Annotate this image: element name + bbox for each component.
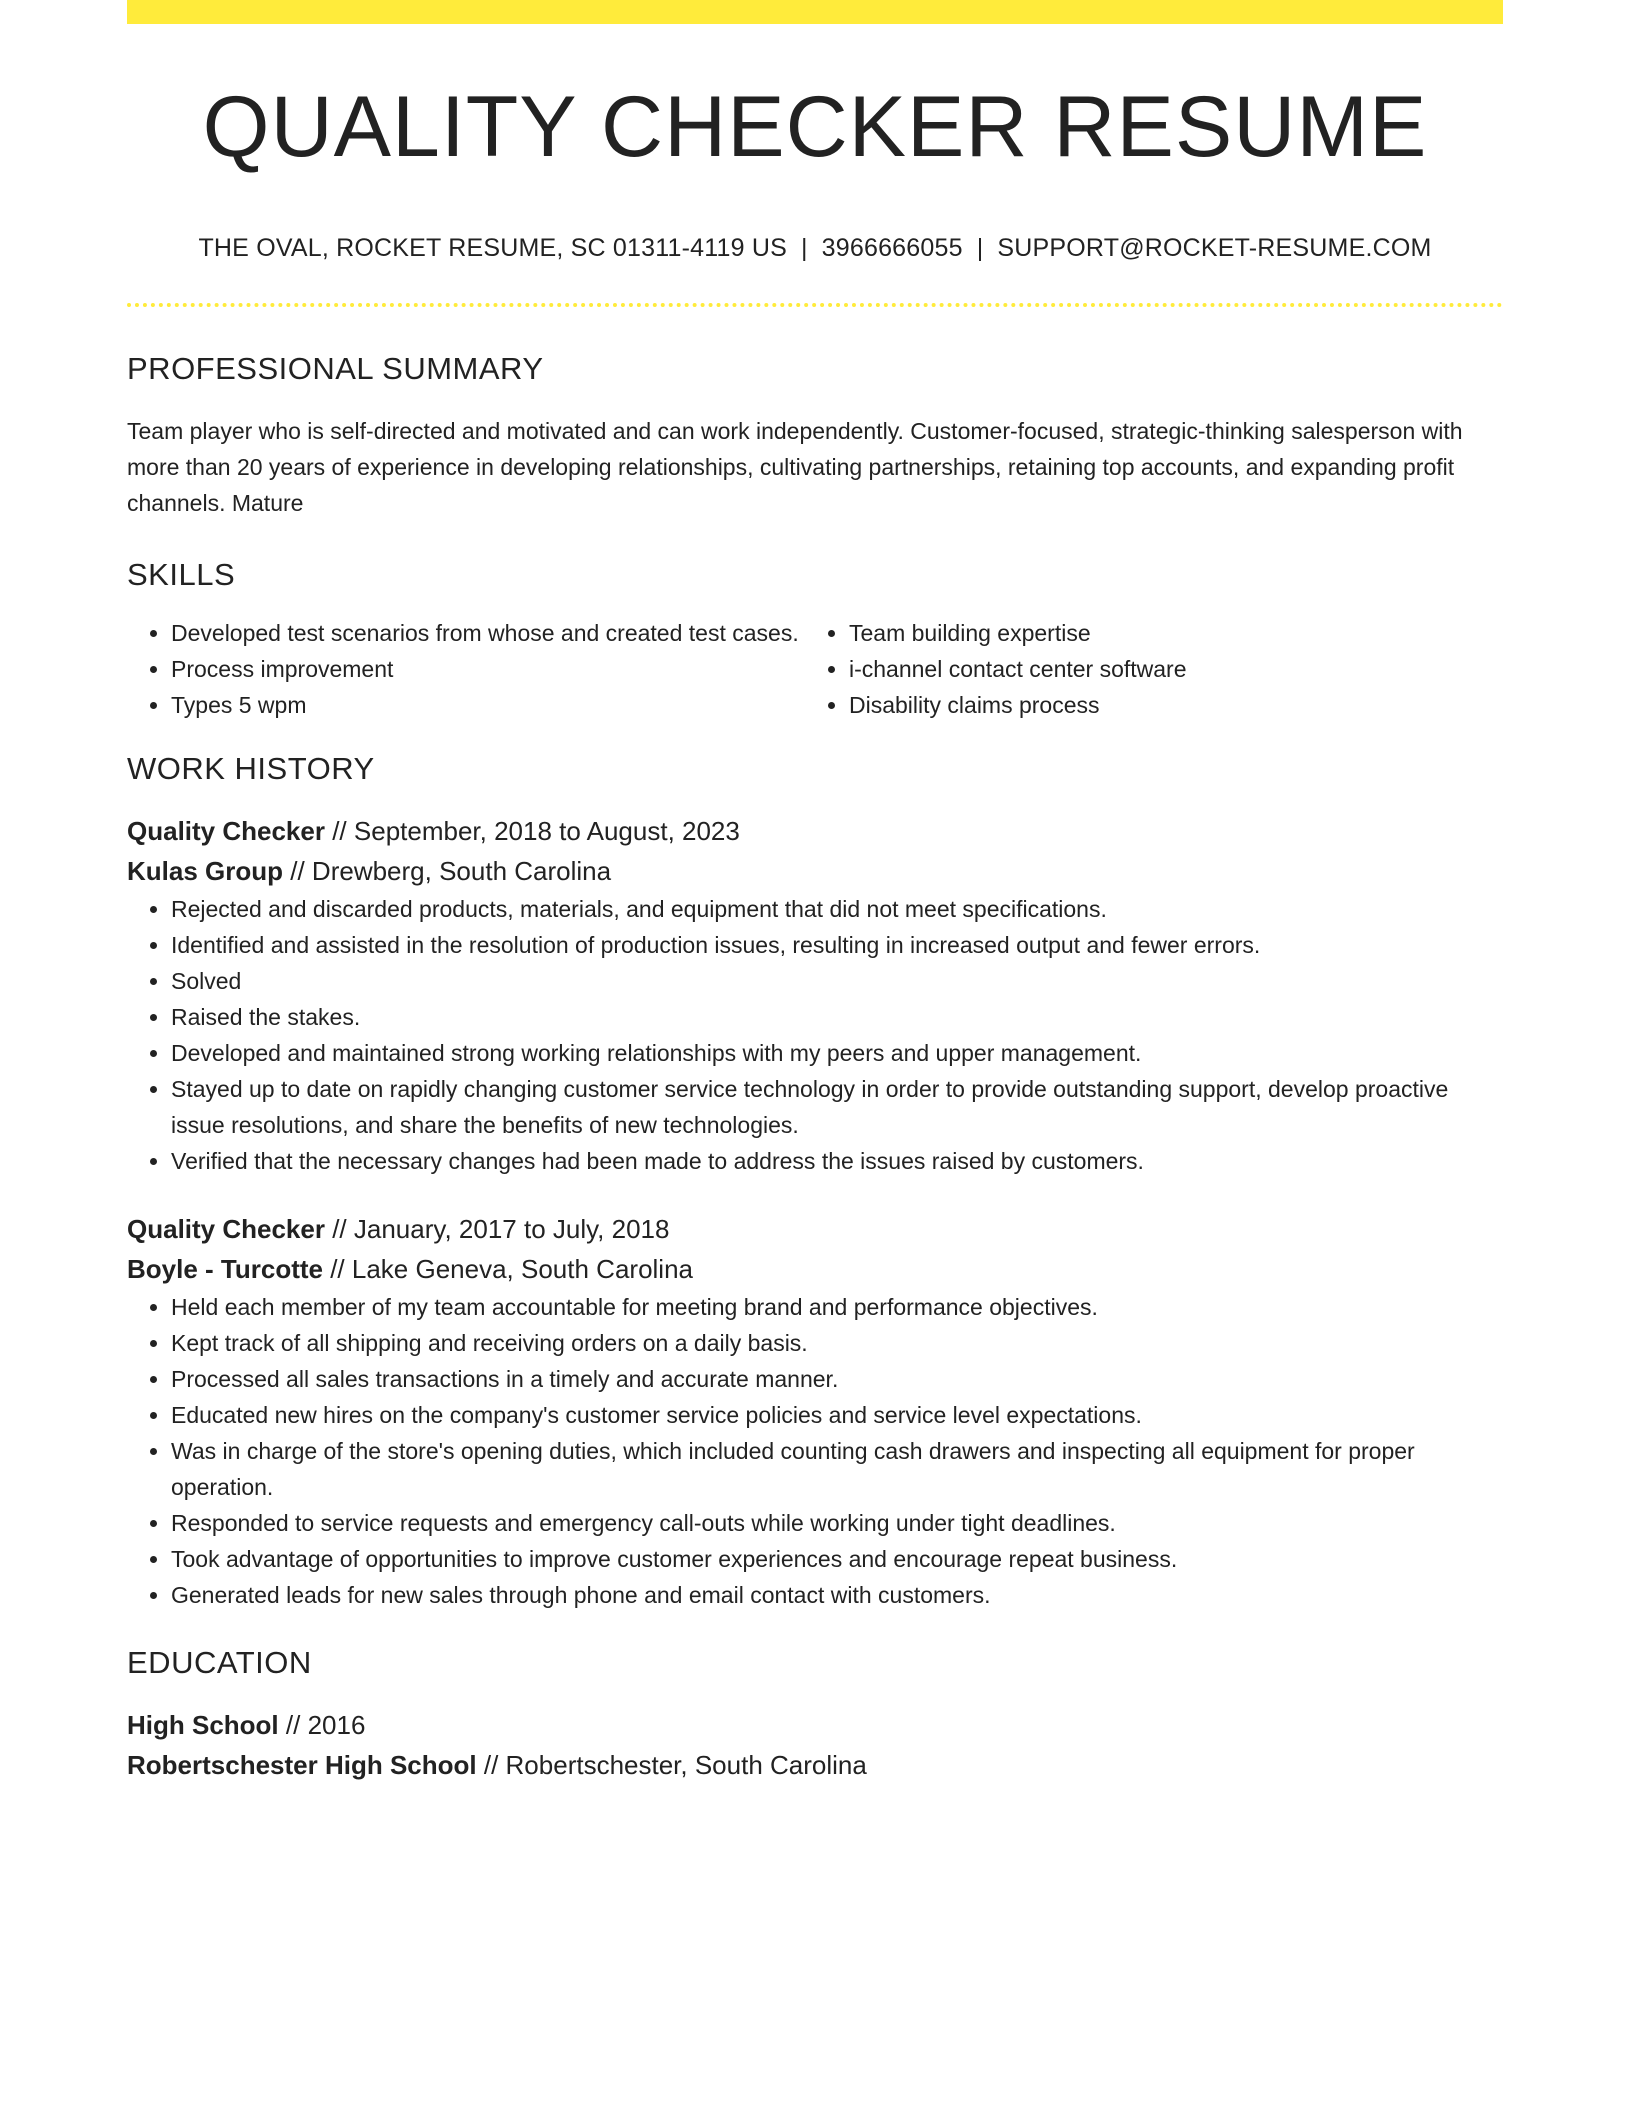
summary-heading: PROFESSIONAL SUMMARY (127, 351, 544, 386)
job-bullet: • Identified and assisted in the resolution of production issues, resulting in increased output and fewer errors. (171, 927, 1503, 963)
education-heading: EDUCATION (127, 1645, 312, 1680)
contact-separator: | (976, 234, 984, 262)
job-dates: January, 2017 to July, 2018 (353, 1214, 670, 1244)
education-degree: High School (127, 1710, 279, 1740)
job-bullets (127, 891, 1503, 1179)
skill-item: • Process improvement (171, 651, 805, 687)
field-separator: // (324, 816, 354, 846)
contact-address: THE OVAL, ROCKET RESUME, SC 01311-4119 US (198, 234, 787, 262)
field-separator: // (283, 856, 312, 886)
job-entry (127, 811, 1503, 1179)
job-entry (127, 1209, 1503, 1613)
education-school-line (127, 1745, 1503, 1785)
field-separator: // (322, 1254, 352, 1284)
skills-grid (127, 615, 1503, 723)
field-separator: // (476, 1750, 506, 1780)
job-bullet: • Raised the stakes. (171, 999, 1503, 1035)
contact-email: SUPPORT@ROCKET-RESUME.COM (997, 234, 1432, 262)
skill-item: • Team building expertise (849, 615, 1483, 651)
field-separator: // (324, 1214, 354, 1244)
education-degree-line (127, 1705, 1503, 1745)
summary-text: Team player who is self-directed and motivated and can work independently. Customer-focused, strategic-thinking salesperson with more than 20 years of experience in developing relationships, cultivating partnerships, retaining top accounts, and expanding profit channels. Mature (127, 418, 1463, 516)
skill-item: • Developed test scenarios from whose and created test cases. (171, 615, 805, 651)
contact-phone: 3966666055 (821, 234, 963, 262)
contact-line (127, 234, 1503, 263)
job-bullet: • Was in charge of the store's opening duties, which included counting cash drawers and inspecting all equipment for proper operation. (171, 1433, 1503, 1505)
resume-page (127, 0, 1503, 1785)
skills-column-left (127, 615, 805, 723)
job-bullet: • Developed and maintained strong working relationships with my peers and upper management. (171, 1035, 1503, 1071)
contact-separator: | (800, 234, 808, 262)
job-bullet: • Verified that the necessary changes had been made to address the issues raised by customers. (171, 1143, 1503, 1179)
job-bullet: • Rejected and discarded products, materials, and equipment that did not meet specifications. (171, 891, 1503, 927)
job-bullet: • Held each member of my team accountable for meeting brand and performance objectives. (171, 1289, 1503, 1325)
skill-item: • i-channel contact center software (849, 651, 1483, 687)
job-location: Drewberg, South Carolina (311, 856, 612, 886)
job-dates: September, 2018 to August, 2023 (353, 816, 740, 846)
job-title: Quality Checker (127, 816, 325, 846)
dotted-divider (127, 303, 1503, 307)
skills-heading: SKILLS (127, 557, 236, 592)
skill-item: • Types 5 wpm (171, 687, 805, 723)
skill-item: • Disability claims process (849, 687, 1483, 723)
job-bullet: • Stayed up to date on rapidly changing customer service technology in order to provide outstanding support, develop proactive issue resolutions, and share the benefits of new technologies. (171, 1071, 1503, 1143)
job-company: Kulas Group (127, 856, 284, 886)
work-heading: WORK HISTORY (127, 751, 375, 786)
job-company-line (127, 1249, 1503, 1289)
education-year: 2016 (307, 1710, 366, 1740)
job-location: Lake Geneva, South Carolina (351, 1254, 694, 1284)
job-bullet: • Educated new hires on the company's customer service policies and service level expectations. (171, 1397, 1503, 1433)
job-bullets (127, 1289, 1503, 1613)
job-bullet: • Generated leads for new sales through phone and email contact with customers. (171, 1577, 1503, 1613)
skills-column-right (805, 615, 1483, 723)
job-title: Quality Checker (127, 1214, 325, 1244)
job-bullet: • Solved (171, 963, 1503, 999)
job-bullet: • Responded to service requests and emergency call-outs while working under tight deadlines. (171, 1505, 1503, 1541)
job-company: Boyle - Turcotte (127, 1254, 323, 1284)
job-title-line (127, 811, 1503, 851)
job-bullet: • Took advantage of opportunities to improve customer experiences and encourage repeat business. (171, 1541, 1503, 1577)
education-location: Robertschester, South Carolina (505, 1750, 867, 1780)
job-title-line (127, 1209, 1503, 1249)
job-company-line (127, 851, 1503, 891)
education-school: Robertschester High School (127, 1750, 477, 1780)
resume-title: QUALITY CHECKER RESUME (202, 79, 1428, 175)
job-bullet: • Processed all sales transactions in a timely and accurate manner. (171, 1361, 1503, 1397)
top-accent-bar (127, 0, 1503, 24)
field-separator: // (278, 1710, 308, 1740)
job-bullet: • Kept track of all shipping and receiving orders on a daily basis. (171, 1325, 1503, 1361)
